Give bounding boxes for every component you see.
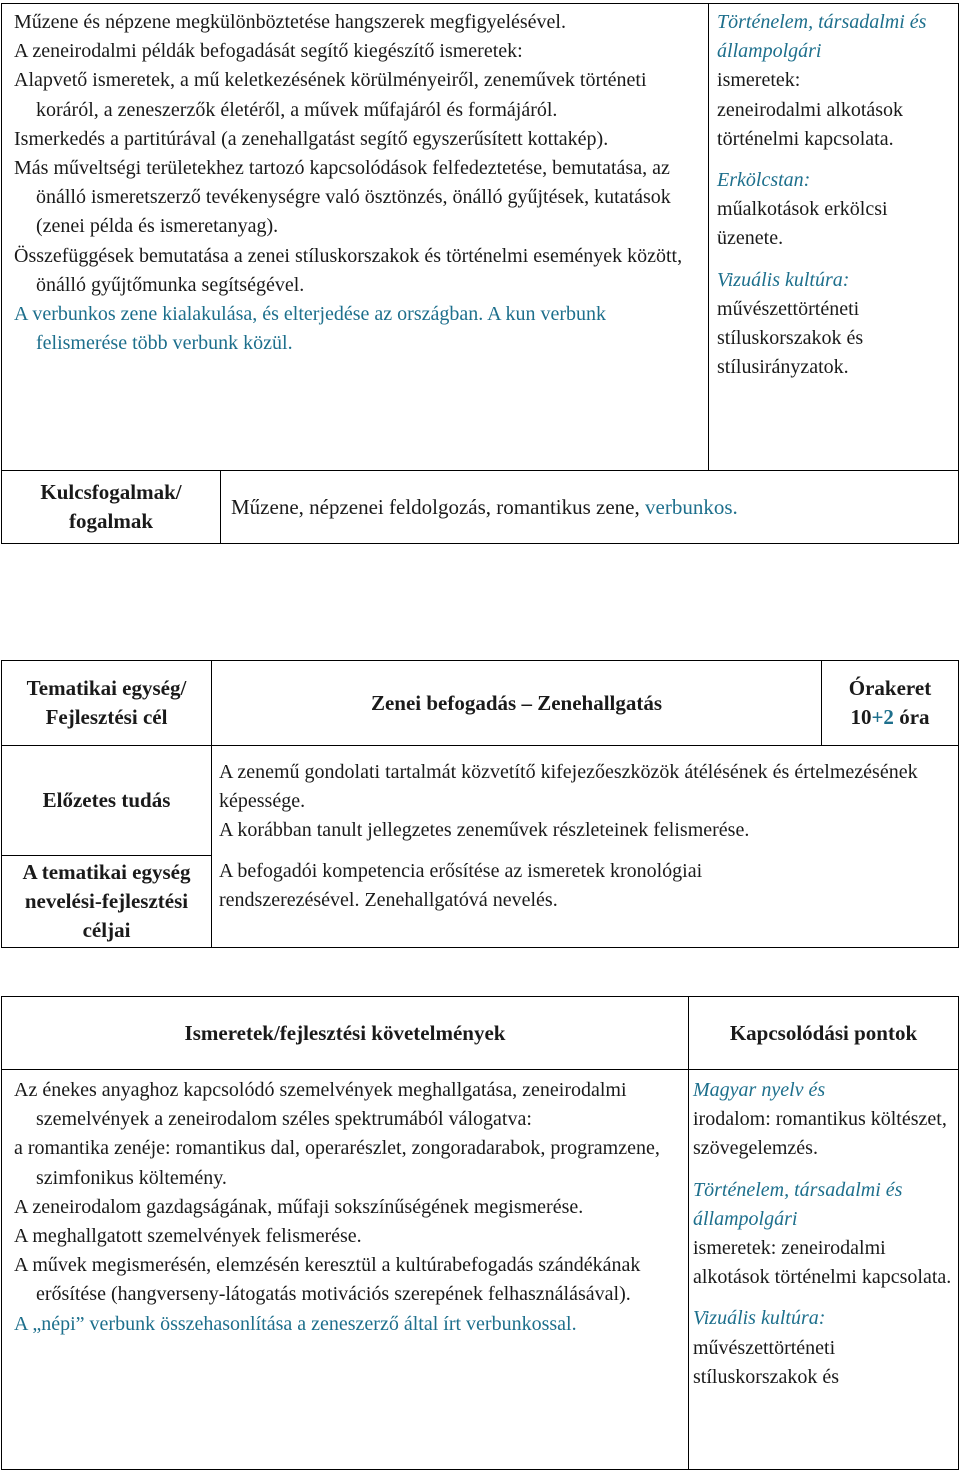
history-label: Történelem, társadalmi és állampolgári [693, 1178, 903, 1230]
ethics-label: Erkölcstan: [717, 169, 811, 192]
requirement-paragraph: Összefüggések bemutatása a zenei stíluskorszakok és történelmi események között, önálló gyűjtőmunka segítségével. [14, 244, 683, 296]
visual-label: Vizuális kultúra: [693, 1307, 826, 1330]
literature-text: irodalom: romantikus költészet, szövegelemzés. [693, 1108, 947, 1160]
history-text-1: ismeretek: [717, 69, 801, 92]
prior-line: A korábban tanult jellegzetes zeneművek részleteinek felismerése. [219, 819, 750, 841]
keyconcepts-label: Kulcsfogalmak/ fogalmak [2, 471, 221, 544]
goals-text: A befogadói kompetencia erősítése az ismeretek kronológiai rendszerezésével. Zenehallgatóvá nevelés. [212, 856, 959, 948]
prior-label: Előzetes tudás [2, 746, 212, 856]
requirements-table [1, 996, 959, 1470]
connections-cell [689, 1070, 959, 1470]
visual-text: művészettörténeti stíluskorszakok és stílusirányzatok. [717, 297, 864, 379]
visual-label: Vizuális kultúra: [717, 268, 850, 291]
col-header-connections: Kapcsolódási pontok [689, 997, 959, 1070]
unit-table [1, 660, 959, 948]
keyconcepts-cell [221, 471, 959, 544]
requirements-list [14, 1076, 682, 1339]
requirements-list [14, 8, 700, 358]
connections-cell [709, 4, 959, 471]
requirements-cell [2, 1070, 689, 1470]
hours-cell [822, 661, 959, 746]
requirement-paragraph: Az énekes anyaghoz kapcsolódó szemelvények meghallgatása, zeneirodalmi szemelvények a zeneirodalom széles spektrumából válogatva: [14, 1079, 627, 1131]
prior-cell [212, 746, 959, 856]
col-header-requirements: Ismeretek/fejlesztési követelmények [2, 997, 689, 1070]
ethics-text: műalkotások erkölcsi üzenete. [717, 198, 888, 250]
requirement-paragraph: Alapvető ismeretek, a mű keletkezésének körülményeiről, zeneművek történeti koráról, a zeneszerzők életéről, a művek műfajáról és formájáról. [14, 69, 647, 121]
requirement-paragraph: A „népi” verbunk összehasonlítása a zeneszerző által írt verbunkossal. [14, 1312, 577, 1335]
keyconcepts-teal: verbunkos. [645, 494, 738, 519]
requirement-paragraph: A művek megismerésén, elemzésén keresztül a kultúrabefogadás szándékának erősítése (hangverseny-látogatás motivációs szerepének felhasználásával). [14, 1254, 641, 1306]
content-table-top [1, 3, 959, 544]
unit-title: Zenei befogadás – Zenehallgatás [212, 661, 822, 746]
hours-value: 10+2 óra [850, 705, 930, 729]
hours-label: Órakeret [848, 676, 932, 700]
history-text: ismeretek: zeneirodalmi alkotások történelmi kapcsolata. [693, 1237, 952, 1289]
history-text-2: zeneirodalmi alkotások történelmi kapcsolata. [717, 98, 904, 150]
requirement-paragraph: A meghallgatott szemelvények felismerése. [14, 1225, 362, 1248]
requirement-paragraph: a romantika zenéje: romantikus dal, operarészlet, zongoradarabok, programzene, szimfonikus költemény. [14, 1137, 660, 1189]
literature-label: Magyar nyelv és [693, 1079, 826, 1101]
goals-label: A tematikai egység nevelési-fejlesztési céljai [2, 856, 212, 948]
requirement-paragraph: A zeneirodalmi példák befogadását segítő kiegészítő ismeretek: [14, 40, 523, 63]
requirement-paragraph: A zeneirodalom gazdagságának, műfaji sokszínűségének megismerése. [14, 1195, 584, 1218]
visual-text: művészettörténeti stíluskorszakok és [693, 1336, 840, 1388]
requirement-paragraph: A verbunkos zene kialakulása, és elterjedése az országban. A kun verbunk felismerése több verbunk közül. [14, 303, 607, 355]
prior-line: A zenemű gondolati tartalmát közvetítő kifejezőeszközök átélésének és értelmezésének képessége. [219, 761, 918, 812]
unit-label: Tematikai egység/ Fejlesztési cél [2, 661, 212, 746]
requirement-paragraph: Ismerkedés a partitúrával (a zenehallgatást segítő egyszerűsített kottakép). [14, 127, 609, 150]
requirement-paragraph: Más műveltségi területekhez tartozó kapcsolódások felfedeztetése, bemutatása, az önálló ismeretszerző tevékenységre való ösztönzés, önálló gyűjtések, kutatások (zenei példa és ismeretanyag). [14, 157, 671, 238]
keyconcepts-text: Műzene, népzenei feldolgozás, romantikus zene, [231, 494, 640, 519]
history-label: Történelem, társadalmi és állampolgári [717, 11, 927, 63]
requirements-cell [2, 4, 709, 471]
requirement-paragraph: Műzene és népzene megkülönböztetése hangszerek megfigyelésével. [14, 11, 566, 33]
